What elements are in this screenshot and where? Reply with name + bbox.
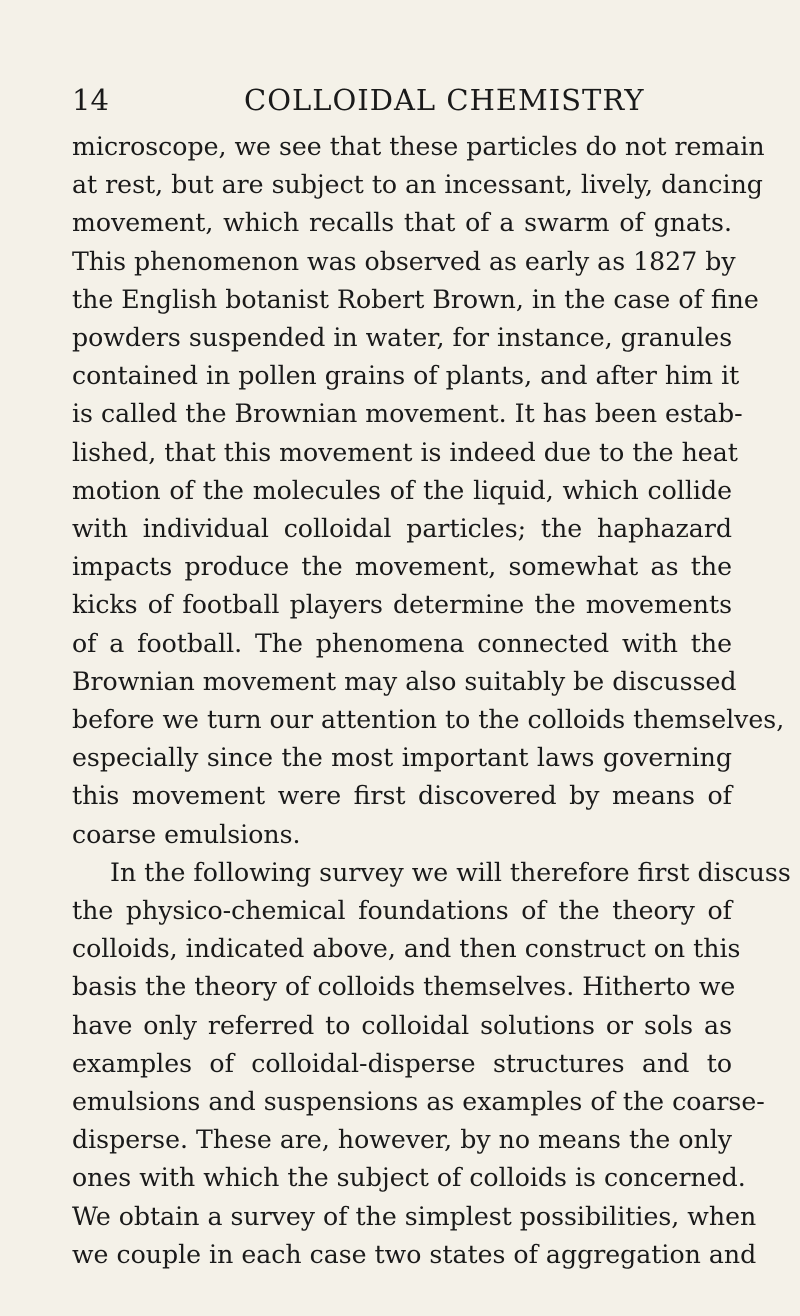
text-line: before we turn our attention to the colloids themselves,	[72, 705, 785, 735]
text-line: disperse. These are, however, by no means the only	[72, 1125, 732, 1155]
text-line: contained in pollen grains of plants, and after him it	[72, 361, 740, 391]
text-line: movement, which recalls that of a swarm of gnats.	[72, 208, 732, 238]
text-line: basis the theory of colloids themselves. Hitherto we	[72, 972, 736, 1002]
text-line: we couple in each case two states of aggregation and	[72, 1239, 757, 1269]
paragraph-end-line: coarse emulsions.	[72, 819, 301, 849]
text-line: ones with which the subject of colloids is concerned.	[72, 1163, 746, 1193]
text-line: microscope, we see that these particles do not remain	[72, 132, 765, 161]
text-line: the English botanist Robert Brown, in the case of fine	[72, 284, 759, 314]
text-line: the physico-chemical foundations of the theory of	[72, 896, 732, 926]
text-line: powders suspended in water, for instance, granules	[72, 323, 733, 353]
text-line: emulsions and suspensions as examples of the coarse-	[72, 1087, 765, 1117]
text-line: We obtain a survey of the simplest possibilities, when	[72, 1201, 757, 1231]
text-line: at rest, but are subject to an incessant, lively, dancing	[72, 170, 763, 200]
text-line: motion of the molecules of the liquid, which collide	[72, 475, 732, 505]
text-line: with individual colloidal particles; the haphazard	[72, 514, 732, 544]
text-line: is called the Brownian movement. It has been estab-	[72, 399, 743, 429]
text-line: This phenomenon was observed as early as 1827 by	[72, 246, 736, 276]
text-line: lished, that this movement is indeed due to the heat	[72, 437, 738, 467]
text-line: have only referred to colloidal solutions or sols as	[72, 1010, 732, 1040]
text-line: Brownian movement may also suitably be discussed	[72, 666, 737, 696]
running-head: COLLOIDAL CHEMISTRY	[244, 83, 645, 117]
page-header	[72, 72, 732, 122]
text-line: impacts produce the movement, somewhat as the	[72, 552, 732, 582]
text-line: kicks of football players determine the movements	[72, 590, 732, 620]
text-line: especially since the most important laws governing	[72, 743, 732, 773]
text-line: of a football. The phenomena connected with the	[72, 628, 732, 658]
text-line: colloids, indicated above, and then construct on this	[72, 934, 741, 964]
body-text	[72, 128, 791, 1274]
paragraph-start-line: In the following survey we will therefore first discuss	[110, 857, 791, 887]
text-line: examples of colloidal-disperse structures and to	[72, 1048, 732, 1078]
page-number: 14	[72, 83, 109, 117]
text-line: this movement were first discovered by means of	[72, 781, 732, 811]
